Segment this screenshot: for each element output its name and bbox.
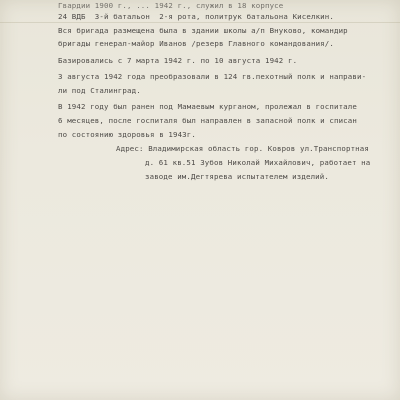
address-line-2: д. 61 кв.51 Зубов Николай Михайлович, работает на: [145, 158, 371, 167]
text-line-6: 3 августа 1942 года преобразовали в 124 гв.пехотный полк и направи-: [58, 72, 367, 81]
address-line-3: заводе им.Дегтярева испытателем изделий.: [145, 172, 329, 181]
text-line-3: Вся бригада размещена была в здании школы а/п Внуково, командир: [58, 26, 348, 35]
address-line-1: Адрес: Владимирская область гор. Ковров ул.Транспортная: [116, 144, 369, 153]
text-line-8: В 1942 году был ранен под Мамаевым курганом, пролежал в госпитале: [58, 102, 357, 111]
text-line-4: бригады генерал-майор Иванов /резерв Главного командования/.: [58, 39, 334, 48]
text-line-2: 24 ВДБ 3-й батальон 2-я рота, политрук батальона Киселкин.: [58, 12, 334, 21]
text-line-10: по состоянию здоровья в 1943г.: [58, 130, 196, 139]
text-line-5: Базировались с 7 марта 1942 г. по 10 августа 1942 г.: [58, 56, 298, 65]
text-line-9: 6 месяцев, после госпиталя был направлен в запасной полк и списан: [58, 116, 357, 125]
text-line-7: ли под Сталинград.: [58, 86, 141, 95]
text-line-1: Гвардии 1900 г., ... 1942 г., служил в 18 корпусе: [58, 1, 284, 10]
